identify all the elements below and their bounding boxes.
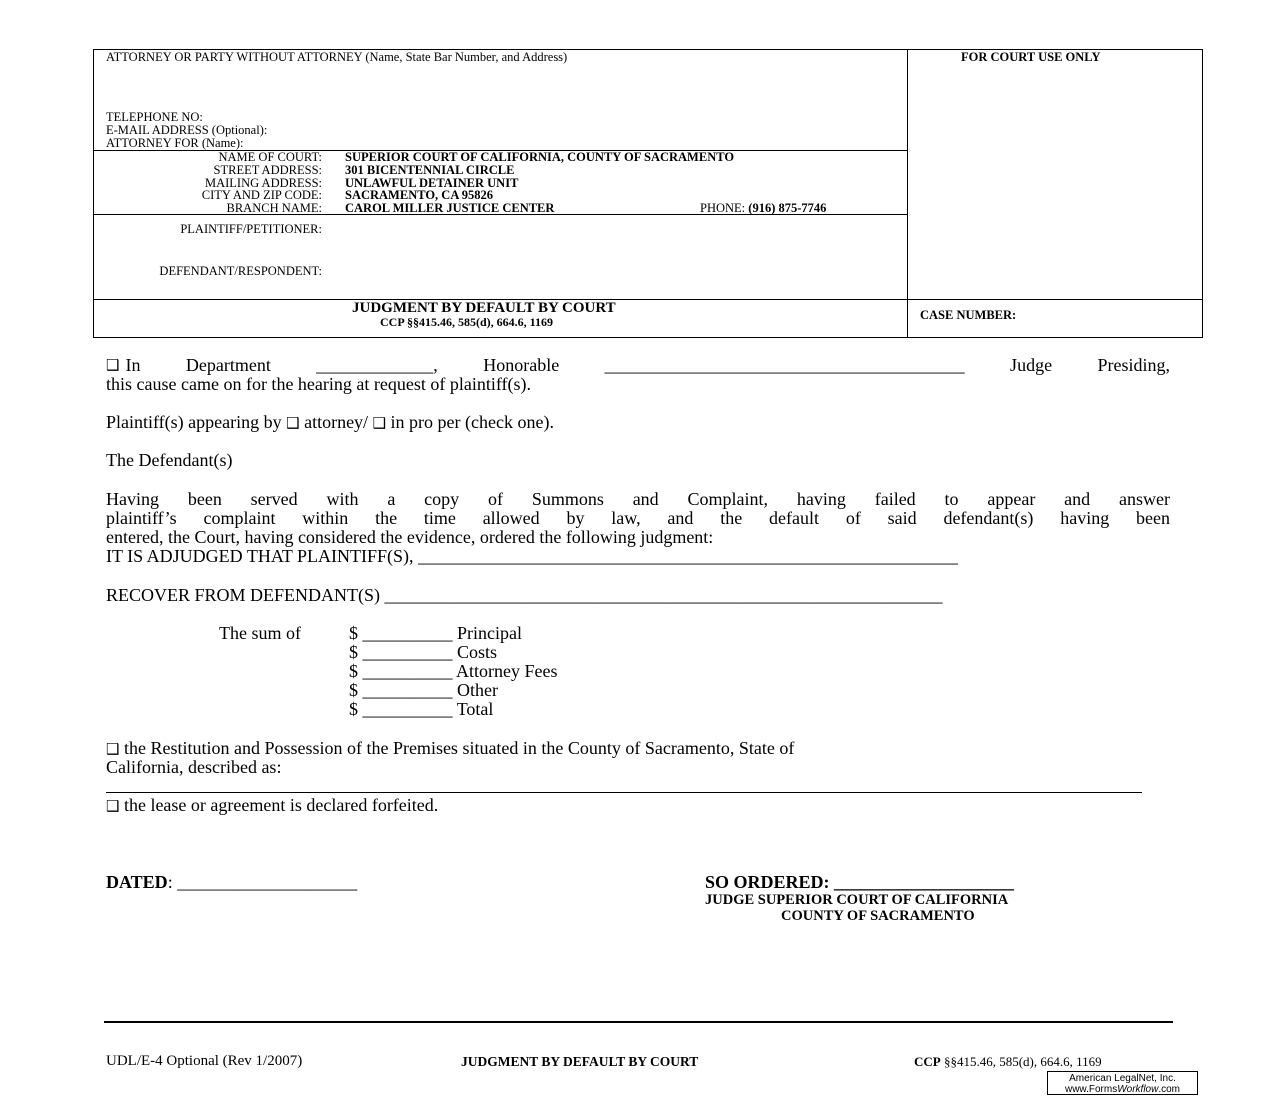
amount-prefix[interactable]: $ __________: [349, 661, 453, 681]
amount-list: [349, 624, 558, 719]
form-code-text: CCP §§415.46, 585(d), 664.6, 1169: [380, 315, 554, 329]
dated-label: DATED: [106, 872, 168, 892]
appearing-line: [106, 413, 554, 433]
attorney-label: ATTORNEY OR PARTY WITHOUT ATTORNEY (Name, State Bar Number, and Address): [106, 50, 568, 64]
court-use-label: FOR COURT USE ONLY: [961, 50, 1101, 64]
restitution-line-1: [106, 739, 794, 759]
appearing-prefix: Plaintiff(s) appearing by: [106, 412, 282, 432]
telephone-label: TELEPHONE NO:: [106, 110, 203, 124]
department-checkbox[interactable]: ❑: [106, 356, 120, 374]
amount-prefix[interactable]: $ __________: [349, 680, 453, 700]
amount-prefix[interactable]: $ __________: [349, 699, 453, 719]
footer-code-ccp: CCP: [914, 1054, 941, 1069]
amount-row-costs: [349, 643, 558, 662]
email-label: E-MAIL ADDRESS (Optional):: [106, 123, 268, 137]
appearing-attorney: attorney/: [304, 412, 369, 432]
caption-divider-vertical: [907, 49, 908, 338]
appearing-pro-per: in pro per (check one).: [390, 412, 554, 432]
served-line-2: plaintiff’s complaint within the time allowed by law, and the default of said defendant(s) having been: [106, 508, 1170, 528]
restitution-checkbox[interactable]: ❑: [106, 740, 120, 758]
amount-label: Total: [456, 699, 494, 719]
mailing-address: UNLAWFUL DETAINER UNIT: [345, 176, 519, 190]
form-title: JUDGMENT BY DEFAULT BY COURT: [352, 300, 616, 316]
city-zip: SACRAMENTO, CA 95826: [345, 188, 494, 202]
vendor-url-b: Workflow: [1117, 1084, 1159, 1095]
amount-label: Costs: [457, 642, 498, 662]
plaintiff-label: PLAINTIFF/PETITIONER:: [180, 222, 322, 236]
footer-code-sections: §§415.46, 585(d), 664.6, 1169: [943, 1054, 1102, 1069]
footer-form-id: UDL/E-4 Optional (Rev 1/2007): [106, 1053, 303, 1069]
mailing-label: MAILING ADDRESS:: [204, 176, 322, 190]
vendor-url: [1048, 1084, 1197, 1095]
title-row-divider: [93, 299, 1203, 300]
defendant-label: DEFENDANT/RESPONDENT:: [159, 264, 322, 278]
footer-title: JUDGMENT BY DEFAULT BY COURT: [461, 1054, 699, 1069]
attorney-for-label: ATTORNEY FOR (Name):: [106, 136, 244, 150]
vendor-url-c: .com: [1158, 1084, 1181, 1095]
amount-prefix[interactable]: $ __________: [349, 623, 453, 643]
footer-code: [914, 1054, 1102, 1070]
branch-label: BRANCH NAME:: [226, 201, 322, 215]
amount-prefix[interactable]: $ __________: [349, 642, 453, 662]
attorney-checkbox[interactable]: ❑: [286, 414, 300, 432]
adjudged-line: IT IS ADJUDGED THAT PLAINTIFF(S), ____________________________________________________________: [106, 547, 959, 566]
phone-label: PHONE:: [700, 201, 746, 215]
lease-checkbox[interactable]: ❑: [106, 797, 120, 815]
dated-line: [106, 873, 357, 892]
department-line: [106, 356, 1170, 375]
amount-label: Other: [457, 680, 498, 700]
department-text-wrap: [106, 356, 1170, 375]
pro-per-checkbox[interactable]: ❑: [372, 414, 387, 432]
hearing-line: this cause came on for the hearing at request of plaintiff(s).: [106, 374, 532, 394]
judge-title-line-2: COUNTY OF SACRAMENTO: [781, 908, 975, 924]
judge-title-line-1: JUDGE SUPERIOR COURT OF CALIFORNIA: [705, 892, 1009, 908]
defendants-line: The Defendant(s): [106, 450, 233, 470]
vendor-stamp: [1047, 1071, 1198, 1095]
premises-description-line[interactable]: [106, 792, 1142, 793]
amount-label: Principal: [457, 623, 522, 643]
phone: [700, 202, 826, 215]
footer-rule: [104, 1021, 1173, 1023]
lease-text: the lease or agreement is declared forfeited.: [123, 795, 439, 815]
amount-row-other: [349, 681, 558, 700]
restitution-text: the Restitution and Possession of the Premises situated in the County of Sacramento, State of: [123, 738, 795, 758]
branch-name: CAROL MILLER JUSTICE CENTER: [345, 201, 555, 215]
phone-number: (916) 875-7746: [748, 201, 827, 215]
restitution-line-2: California, described as:: [106, 757, 282, 777]
served-line-3: entered, the Court, having considered the evidence, ordered the following judgment:: [106, 527, 714, 547]
amount-row-total: [349, 700, 558, 719]
vendor-url-a: www.Forms: [1064, 1084, 1118, 1095]
recover-line: RECOVER FROM DEFENDANT(S) ______________________________________________________________: [106, 586, 943, 605]
city-label: CITY AND ZIP CODE:: [201, 188, 322, 202]
case-number-label: CASE NUMBER:: [920, 308, 1017, 322]
court-name: SUPERIOR COURT OF CALIFORNIA, COUNTY OF SACRAMENTO: [345, 150, 735, 164]
sum-of-label: The sum of: [219, 623, 301, 643]
court-name-label: NAME OF COURT:: [218, 150, 322, 164]
department-text: In Department _____________, Honorable ________________________________________ Judge Presiding,: [125, 355, 1170, 375]
amount-row-attorney-fees: [349, 662, 558, 681]
street-address: 301 BICENTENNIAL CIRCLE: [345, 163, 515, 177]
street-label: STREET ADDRESS:: [213, 163, 322, 177]
lease-line: [106, 796, 438, 816]
form-code: [380, 316, 553, 329]
vendor-name: American LegalNet, Inc.: [1069, 1073, 1176, 1084]
served-line-1: Having been served with a copy of Summons and Complaint, having failed to appear and answer: [106, 489, 1170, 509]
amount-label: Attorney Fees: [456, 661, 558, 681]
amount-row-principal: [349, 624, 558, 643]
dated-signature-line[interactable]: : ____________________: [167, 872, 358, 892]
so-ordered-line: SO ORDERED: ____________________: [705, 872, 1015, 892]
